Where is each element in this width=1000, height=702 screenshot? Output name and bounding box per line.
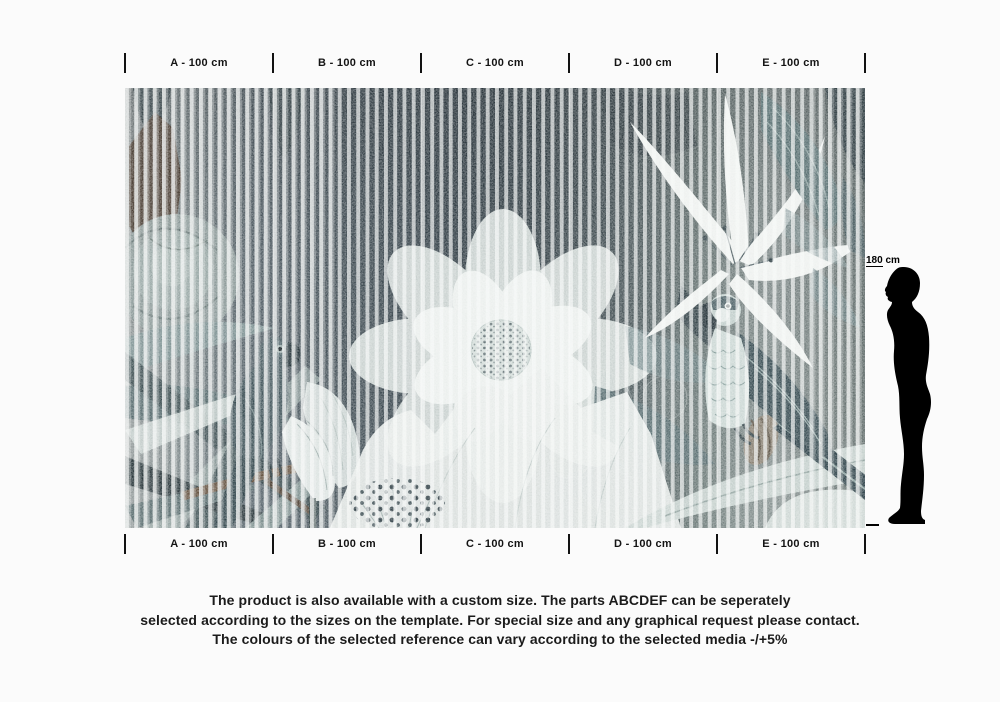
panel-b-label: B - 100 cm (317, 57, 377, 69)
height-unit: cm (885, 255, 900, 266)
panel-a-label: A - 100 cm (170, 57, 228, 69)
ruler-tick (716, 53, 718, 73)
ruler-tick (420, 53, 422, 73)
ruler-top (125, 52, 865, 74)
panel-e-label: E - 100 cm (762, 538, 820, 550)
ruler-bottom (125, 533, 865, 555)
ruler-top-ticks (125, 52, 865, 74)
footer-note (0, 591, 1000, 650)
panel-c-label: C - 100 cm (465, 538, 525, 550)
ruler-tick (568, 534, 570, 554)
ruler-tick (864, 534, 866, 554)
ruler-tick (716, 534, 718, 554)
mural-artwork (125, 88, 865, 528)
footer-line-1: The product is also available with a custom size. The parts ABCDEF can be seperately (209, 592, 791, 608)
panel-d-label: D - 100 cm (613, 57, 673, 69)
panel-a-label: A - 100 cm (170, 538, 228, 550)
grain-texture (125, 88, 865, 528)
ruler-bottom-ticks (125, 533, 865, 555)
panel-c-label: C - 100 cm (465, 57, 525, 69)
human-silhouette-icon (876, 267, 934, 525)
footer-line-2: selected according to the sizes on the template. For special size and any graphical request please contact. (140, 611, 860, 628)
height-value: 180 (866, 255, 883, 266)
ruler-tick (124, 534, 126, 554)
ruler-tick (272, 534, 274, 554)
mural-graphic (125, 88, 865, 528)
height-label (866, 255, 900, 266)
ruler-tick (420, 534, 422, 554)
ruler-tick (124, 53, 126, 73)
ruler-tick (864, 53, 866, 73)
ruler-tick (272, 53, 274, 73)
ruler-tick (568, 53, 570, 73)
footer-line-3: The colours of the selected reference can vary according to the selected media -/+5% (212, 631, 788, 647)
panel-d-label: D - 100 cm (613, 538, 673, 550)
height-reference-figure (864, 253, 936, 531)
panel-b-label: B - 100 cm (317, 538, 377, 550)
panel-e-label: E - 100 cm (762, 57, 820, 69)
ground-tick (866, 524, 879, 526)
